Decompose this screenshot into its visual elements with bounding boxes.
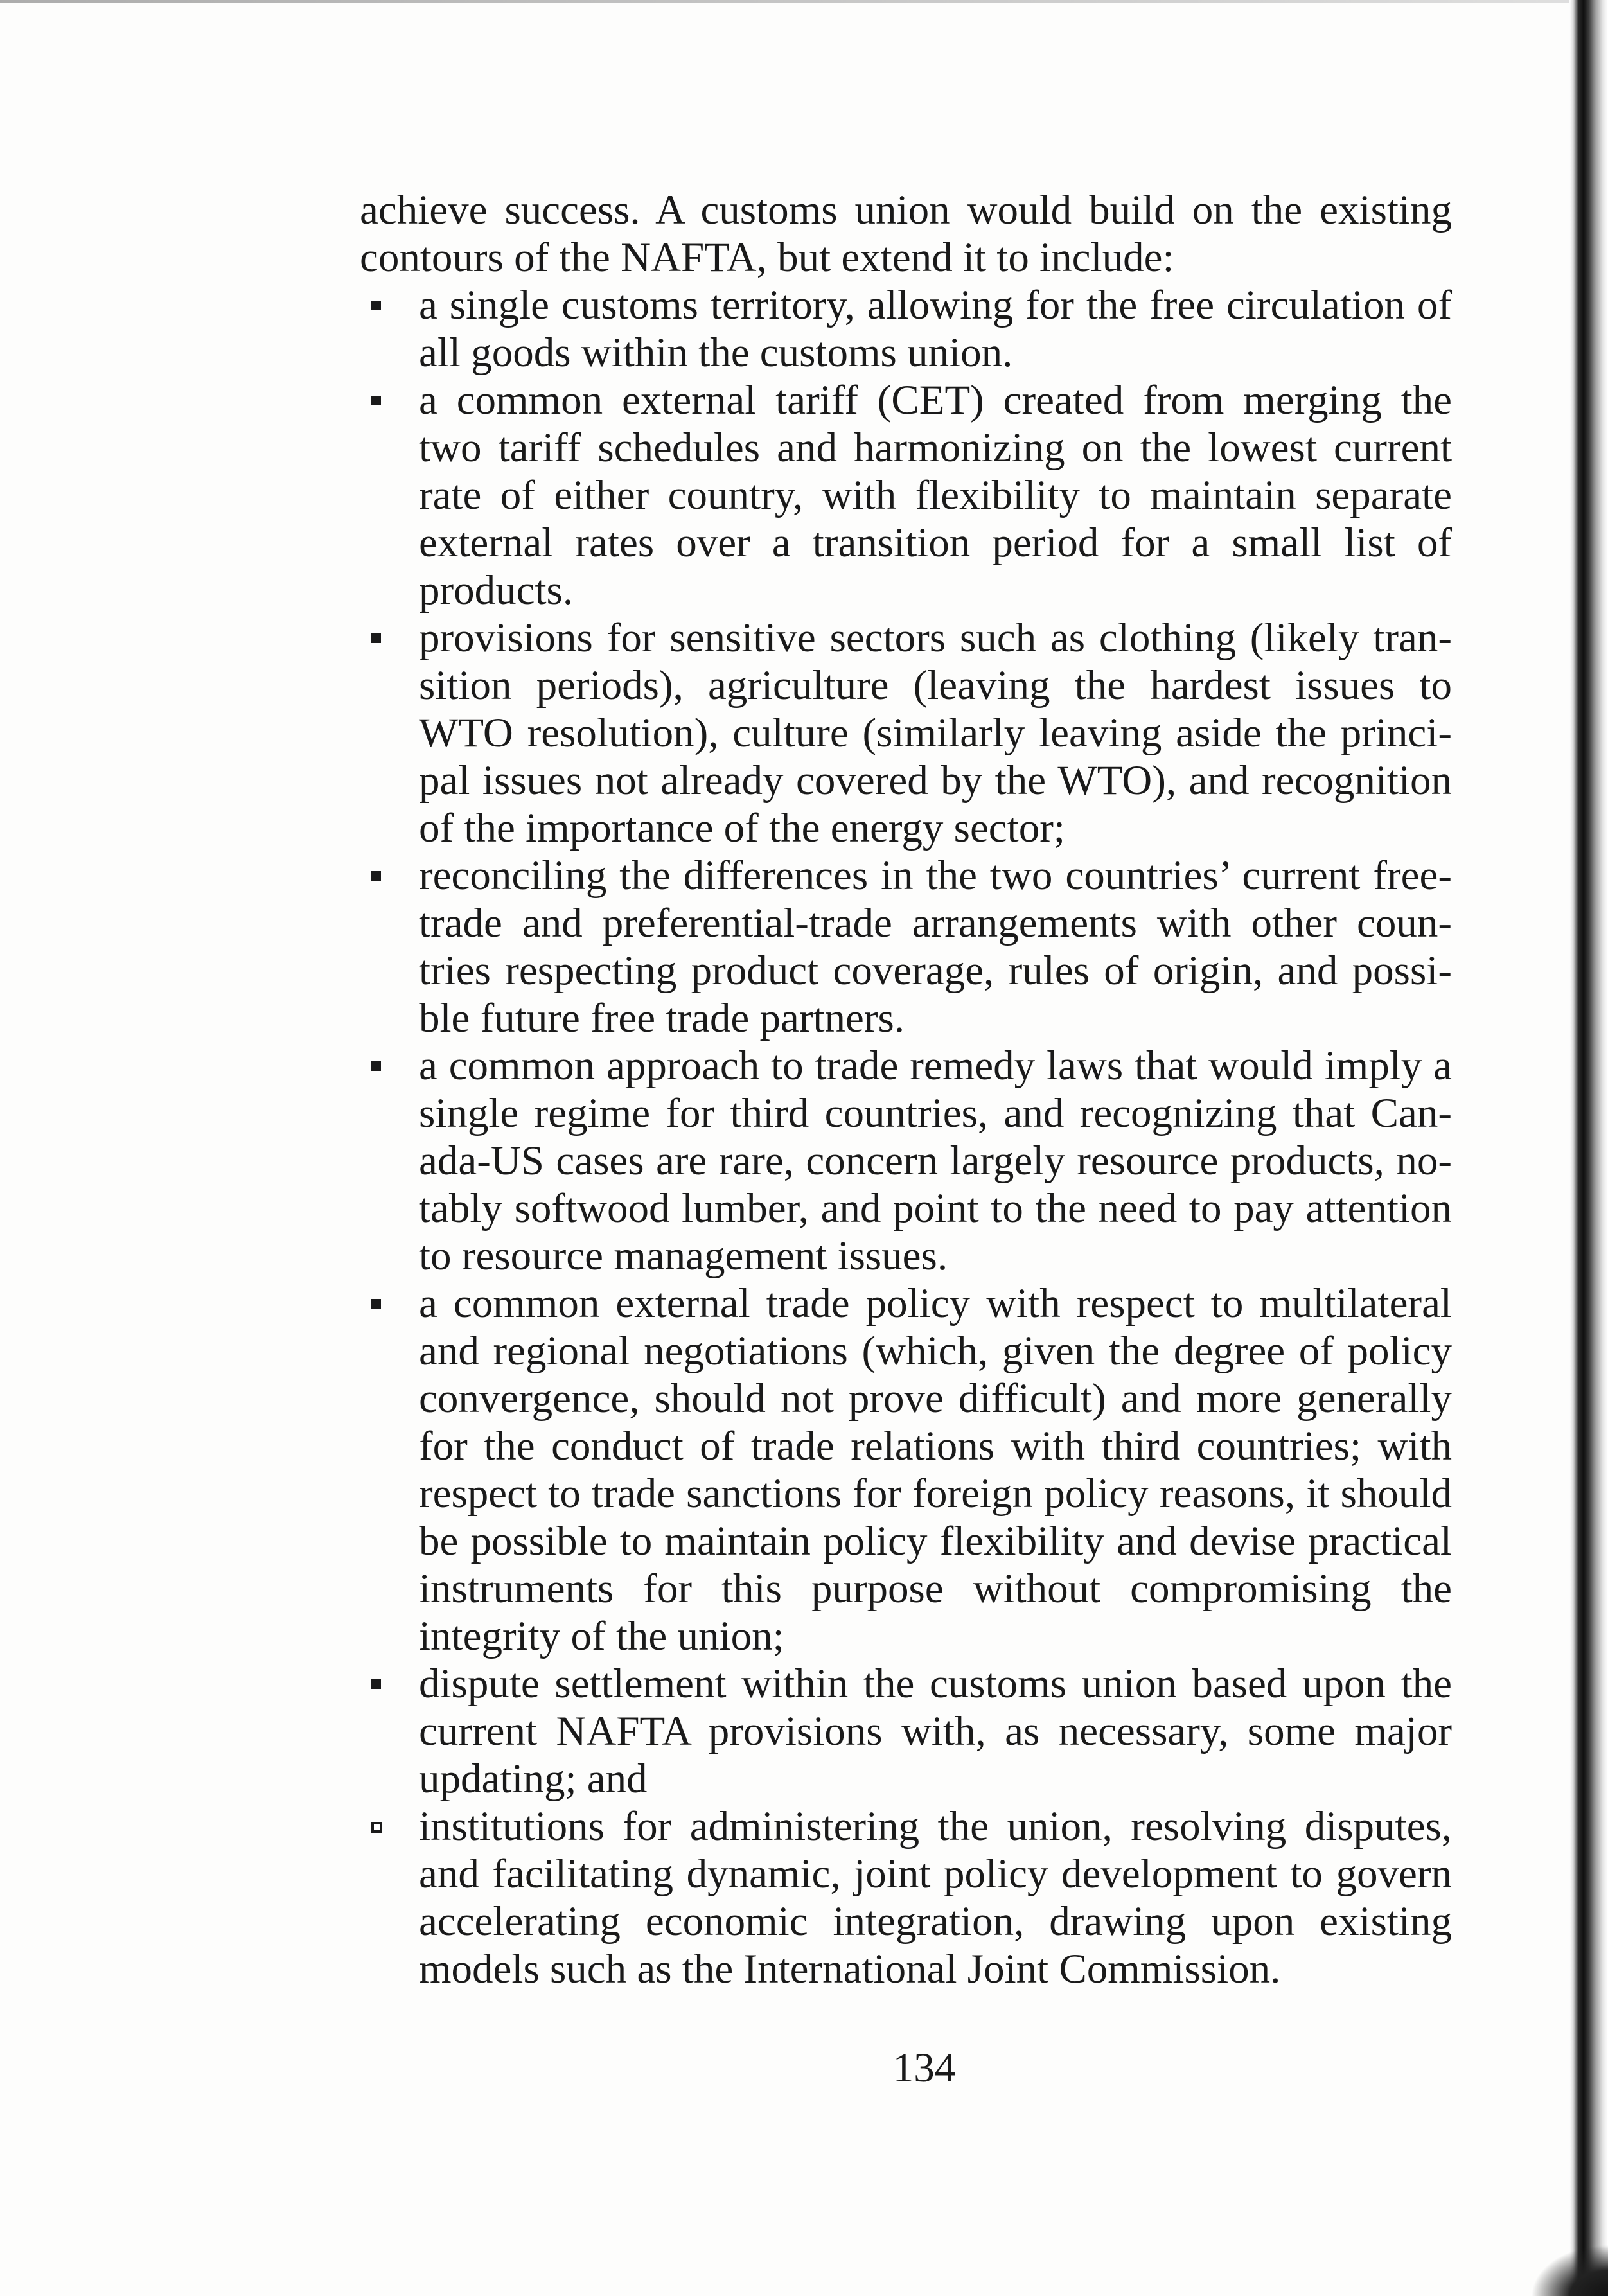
list-item-text: provisions for sensitive sectors such as clothing (likely transition periods), agriculture (leaving the hardest issues to WTO resolution), culture (similarly leaving aside the principal issues not already covered by the WTO), and recognition of the importance of the energy sector; [419, 615, 1452, 851]
corner-shadow [1531, 2245, 1608, 2296]
list-item [360, 1042, 1452, 1280]
list-item-text: a common external trade policy with respect to multilateral and regional negotiations (which, given the degree of policy convergence, should not prove difficult) and more generally for the conduct of trade relations with third countries; with respect to trade sanctions for foreign policy reasons, it should be possible to maintain policy flexibility and devise practical instruments for this purpose without compromising the integrity of the union; [419, 1280, 1452, 1659]
list-item-text: a common approach to trade remedy laws that would imply a single regime for third countries, and recognizing that Canada-US cases are rare, concern largely resource products, notably softwood lumber, and point to the need to pay attention to resource management issues. [419, 1043, 1452, 1279]
filled-square-icon [371, 871, 381, 881]
list-item-text: dispute settlement within the customs union based upon the current NAFTA provisions with, as necessary, some major updating; and [419, 1661, 1452, 1802]
filled-square-icon [371, 1299, 381, 1309]
page-number: 134 [892, 2045, 956, 2091]
list-item-text: a common external tariff (CET) created from merging the two tariff schedules and harmonizing on the lowest current rate of either country, with flexibility to maintain separate external rates over a transition period for a small list of products. [419, 377, 1452, 614]
list-item [360, 614, 1452, 852]
list-item-text: institutions for administering the union, resolving disputes, and facilitating dynamic, joint policy development to govern accelerating economic integration, drawing upon existing models such as the International Joint Commission. [419, 1803, 1452, 1992]
scan-top-edge [0, 0, 1608, 3]
list-item [360, 852, 1452, 1042]
filled-square-icon [371, 633, 381, 643]
list-item [360, 376, 1452, 614]
intro-paragraph: achieve success. A customs union would build on the existing contours of the NAFTA, but extend it to include: [360, 187, 1452, 281]
list-item-text: reconciling the differences in the two countries’ current free-trade and preferential-trade arrangements with other countries respecting product coverage, rules of origin, and possible future free trade partners. [419, 852, 1452, 1041]
body-text [360, 186, 1452, 1993]
bullet-list [360, 281, 1452, 1993]
binding-shadow [1569, 0, 1608, 2296]
list-item [360, 1660, 1452, 1803]
list-item [360, 281, 1452, 376]
filled-square-icon [371, 1061, 381, 1071]
list-item-text: a single customs territory, allowing for the free circulation of all goods within the customs union. [419, 282, 1452, 376]
list-item [360, 1280, 1452, 1660]
hollow-square-icon [371, 1822, 382, 1833]
filled-square-icon [371, 301, 381, 310]
filled-square-icon [371, 396, 381, 405]
list-item [360, 1803, 1452, 1993]
filled-square-icon [371, 1679, 381, 1689]
